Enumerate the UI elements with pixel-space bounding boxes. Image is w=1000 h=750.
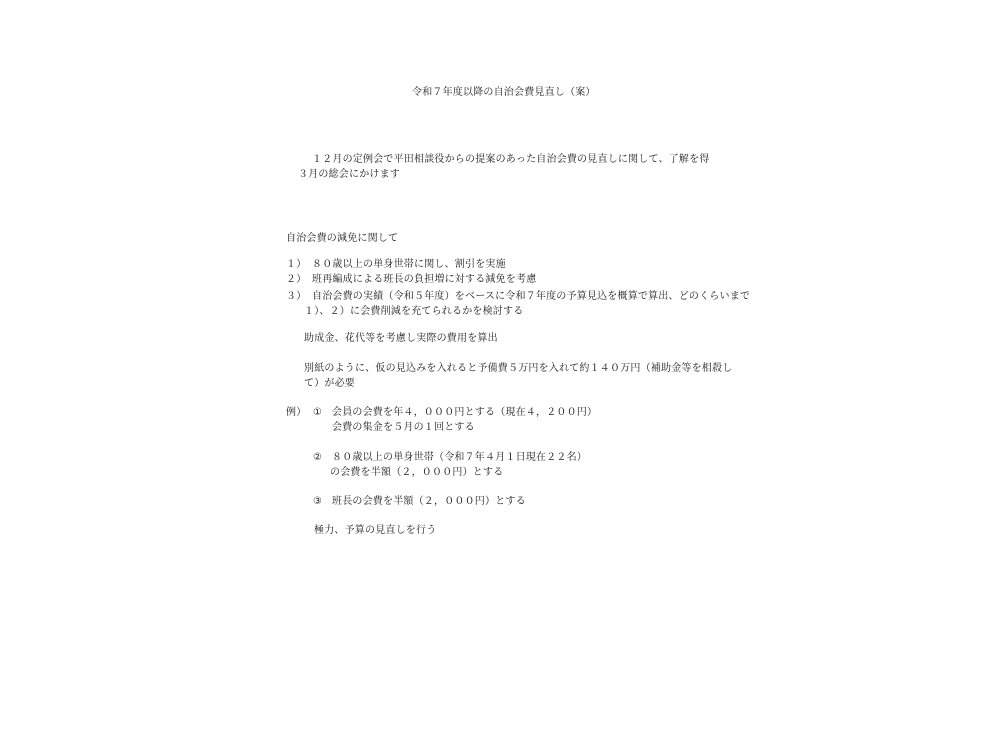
item-1-text: ８０歳以上の単身世帯に関し、割引を実施 (312, 259, 506, 270)
para-subsidy: 助成金、花代等を考慮し実際の費用を算出 (304, 333, 498, 344)
item-3-continuation: １）、２）に会費削減を充てられるかを検討する (304, 306, 524, 317)
example-2-mark: ② (313, 452, 323, 463)
section-heading: 自治会費の減免に関して (286, 233, 399, 244)
intro-line-2: ３月の総会にかけます (298, 169, 400, 180)
item-3-number: ３） (286, 291, 307, 302)
item-2-number: ２） (286, 274, 307, 285)
item-3-text: 自治会費の実績（令和５年度）をベースに令和７年度の予算見込を概算で算出、どのくらいまで (312, 291, 751, 302)
example-3-mark: ③ (313, 496, 323, 507)
intro-line-1: １２月の定例会で平田相談役からの提案のあった自治会費の見直しに関して、了解を得 (312, 154, 710, 165)
item-1-number: １） (286, 259, 307, 270)
example-1-line-1: 会員の会費を年４，０００円とする（現在４，２００円） (332, 407, 598, 418)
closing-line: 極力、予算の見直しを行う (314, 525, 437, 536)
para-estimate-line-1: 別紙のように、仮の見込みを入れると予備費５万円を入れて約１４０万円（補助金等を相殺し (304, 363, 733, 374)
para-estimate-line-2: て）が必要 (304, 378, 355, 389)
example-1-line-2: 会費の集金を５月の１回とする (332, 422, 475, 433)
example-2-line-2: の会費を半額（２，０００円）とする (330, 467, 504, 478)
item-2-text: 班再編成による班長の負担増に対する減免を考慮 (312, 274, 537, 285)
example-1-mark: ① (313, 407, 323, 418)
example-2-line-1: ８０歳以上の単身世帯（令和７年４月１日現在２２名） (332, 452, 587, 463)
document-title: 令和７年度以降の自治会費見直し（案） (412, 87, 596, 98)
example-label: 例） (286, 407, 307, 418)
example-3-line-1: 班長の会費を半額（２，０００円）とする (332, 496, 526, 507)
